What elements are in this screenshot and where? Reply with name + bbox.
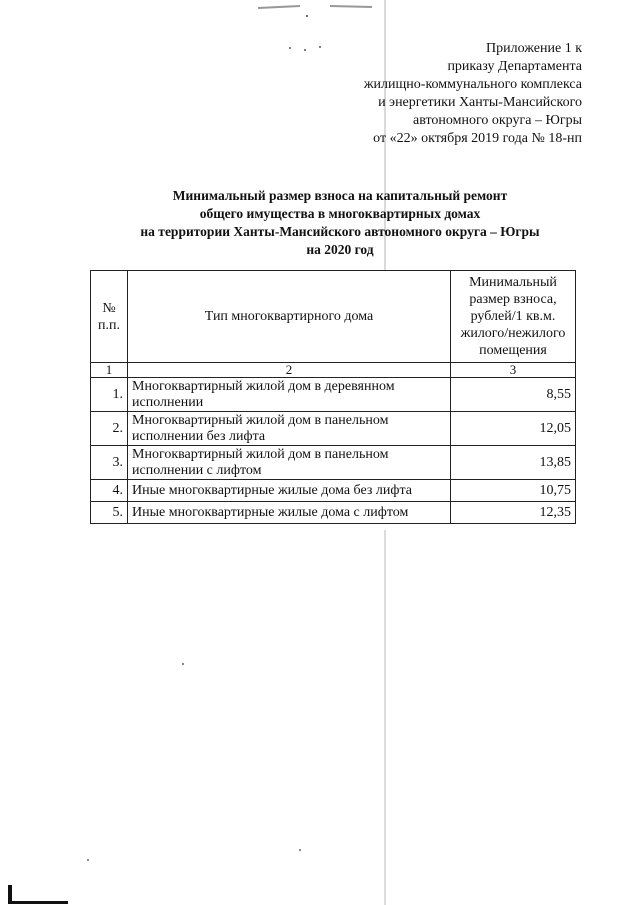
appendix-line: приказу Департамента: [447, 59, 582, 74]
title-line: на территории Ханты-Мансийского автономного округа – Югры: [140, 224, 540, 239]
rates-table: [90, 270, 576, 524]
appendix-line: жилищно-коммунального комплекса: [363, 77, 582, 92]
row-type: Многоквартирный жилой дом в панельном исполнении без лифта: [128, 412, 451, 446]
row-type: Иные многоквартирные жилые дома без лифта: [128, 480, 451, 502]
appendix-line: от «22» октября 2019 года № 18-нп: [373, 131, 582, 146]
row-type: Многоквартирный жилой дом в панельном исполнении с лифтом: [128, 446, 451, 480]
row-rate: 12,35: [451, 502, 576, 524]
row-rate: 8,55: [451, 378, 576, 412]
header-type: Тип многоквартирного дома: [128, 271, 451, 363]
table-row: [91, 502, 576, 524]
document-title: [100, 187, 580, 259]
column-number-row: [91, 363, 576, 378]
header-num: № п.п.: [91, 271, 128, 363]
row-number: 2.: [91, 412, 128, 446]
row-number: 5.: [91, 502, 128, 524]
row-rate: 13,85: [451, 446, 576, 480]
column-number: 1: [91, 363, 128, 378]
appendix-line: и энергетики Ханты-Мансийского: [378, 95, 582, 110]
table-row: [91, 480, 576, 502]
appendix-line: Приложение 1 к: [486, 41, 582, 56]
scan-edge-line: [8, 901, 68, 904]
row-type: Иные многоквартирные жилые дома с лифтом: [128, 502, 451, 524]
title-line: на 2020 год: [306, 242, 374, 257]
column-number: 3: [451, 363, 576, 378]
row-number: 4.: [91, 480, 128, 502]
row-type: Многоквартирный жилой дом в деревянном исполнении: [128, 378, 451, 412]
appendix-block: [222, 40, 582, 148]
title-line: общего имущества в многоквартирных домах: [199, 206, 481, 221]
row-number: 3.: [91, 446, 128, 480]
table-row: [91, 412, 576, 446]
appendix-line: автономного округа – Югры: [413, 113, 582, 128]
title-line: Минимальный размер взноса на капитальный ремонт: [172, 188, 508, 203]
column-number: 2: [128, 363, 451, 378]
row-rate: 12,05: [451, 412, 576, 446]
header-rate: Минимальный размер взноса, рублей/1 кв.м. жилого/нежилого помещения: [451, 271, 576, 363]
table-row: [91, 378, 576, 412]
row-number: 1.: [91, 378, 128, 412]
table-row: [91, 446, 576, 480]
row-rate: 10,75: [451, 480, 576, 502]
table-header-row: [91, 271, 576, 363]
